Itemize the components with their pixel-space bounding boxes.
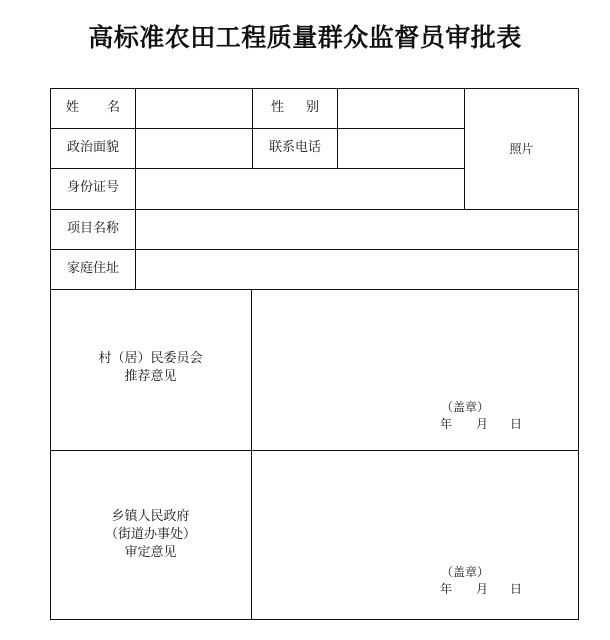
village-opinion-field[interactable] xyxy=(252,290,578,450)
village-label-line2: 推荐意见 xyxy=(124,369,177,384)
name-label xyxy=(50,99,136,117)
id-number-field[interactable] xyxy=(136,169,464,209)
town-label-line3: 审定意见 xyxy=(124,545,177,560)
town-date-month: 月 xyxy=(476,582,489,596)
political-status-field[interactable] xyxy=(136,129,252,168)
town-label-line2: （街道办事处） xyxy=(104,527,196,542)
town-label-line1: 乡镇人民政府 xyxy=(111,509,190,524)
photo-label: 照片 xyxy=(509,142,534,156)
town-government-label xyxy=(50,508,251,562)
table-border-bottom xyxy=(50,619,579,620)
village-seal-text: （盖章） xyxy=(441,400,490,414)
town-date-year: 年 xyxy=(440,582,453,596)
phone-field[interactable] xyxy=(338,129,464,168)
village-date-day: 日 xyxy=(510,417,523,431)
village-date-month: 月 xyxy=(476,417,489,431)
town-opinion-field[interactable] xyxy=(252,451,578,619)
page-title: 高标准农田工程质量群众监督员审批表 xyxy=(88,23,522,52)
project-name-field[interactable] xyxy=(136,210,578,249)
town-seal-text: （盖章） xyxy=(441,565,490,579)
village-date-year: 年 xyxy=(440,417,453,431)
name-label-char1: 姓 xyxy=(65,100,79,115)
phone-label: 联系电话 xyxy=(268,140,321,155)
gender-field[interactable] xyxy=(338,89,464,128)
table-border-right xyxy=(578,88,579,620)
name-label-char2: 名 xyxy=(107,100,121,115)
town-date xyxy=(440,580,522,598)
photo-area[interactable] xyxy=(465,89,578,209)
id-number-label: 身份证号 xyxy=(66,180,119,195)
home-address-label: 家庭住址 xyxy=(66,261,119,276)
village-date xyxy=(440,415,522,433)
gender-label-char1: 性 xyxy=(270,100,284,115)
village-committee-label xyxy=(50,350,251,386)
project-name-label: 项目名称 xyxy=(66,221,119,236)
political-status-label: 政治面貌 xyxy=(66,140,119,155)
town-date-day: 日 xyxy=(510,582,523,596)
gender-label-char2: 别 xyxy=(306,100,320,115)
name-field[interactable] xyxy=(136,89,252,128)
home-address-field[interactable] xyxy=(136,250,578,289)
village-label-line1: 村（居）民委员会 xyxy=(98,351,203,366)
gender-label xyxy=(252,99,338,117)
